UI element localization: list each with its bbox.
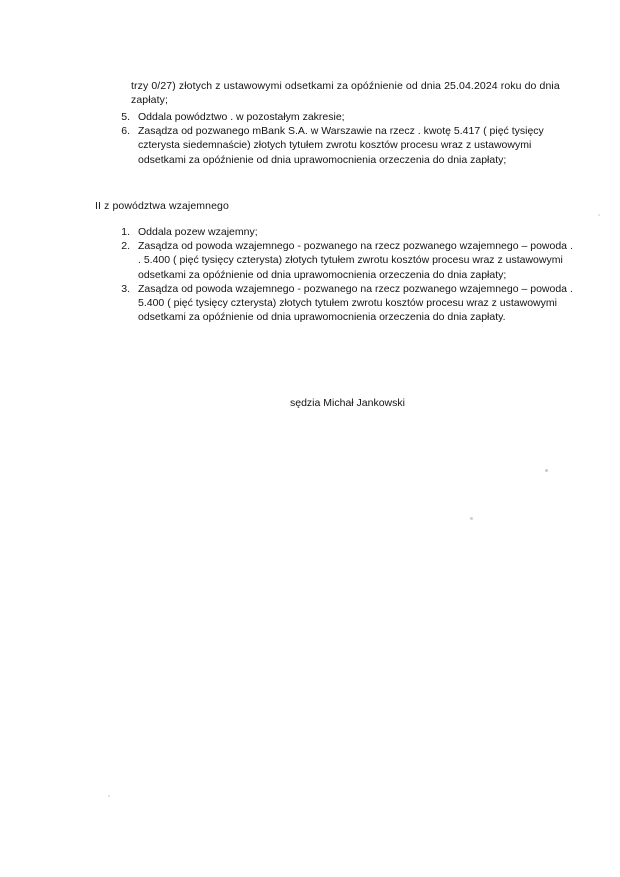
list-item-number: 3. xyxy=(121,282,130,295)
ruling-list-part-two xyxy=(110,225,580,324)
list-item-text: Oddala pozew wzajemny; xyxy=(138,226,258,238)
scan-speck xyxy=(108,795,110,797)
list-item-text: Zasądza od pozwanego mBank S.A. w Warszawie na rzecz . kwotę 5.417 ( pięć tysięcy czterysta siedemnaście) złotych tytułem zwrotu kosztów procesu wraz z ustawowymi odsetkami za opóźnienie od dnia uprawomocnienia orzeczenia do dnia zapłaty; xyxy=(138,125,544,166)
list-item-text: Zasądza od powoda wzajemnego - pozwanego na rzecz pozwanego wzajemnego – powoda . 5.400 ( pięć tysięcy czterysta) złotych tytułem zwrotu kosztów procesu wraz z ustawowymi odsetkami za opóźnienie od dnia uprawomocnienia orzeczenia do dnia zapłaty. xyxy=(138,282,573,324)
list-item-number: 6. xyxy=(121,125,130,138)
section-heading: II z powództwa wzajemnego xyxy=(95,200,229,212)
list-item xyxy=(110,124,570,167)
judge-signature: sędzia Michał Jankowski xyxy=(290,397,405,409)
list-item xyxy=(110,239,580,282)
list-item-number: 2. xyxy=(121,240,130,253)
scan-speck xyxy=(545,469,548,472)
list-item-text: Zasądza od powoda wzajemnego - pozwanego na rzecz pozwanego wzajemnego – powoda . . 5.400 ( pięć tysięcy czterysta) złotych tytułem zwrotu kosztów procesu wraz z ustawowymi odsetkami za opóźnienie od dnia uprawomocnienia orzeczenia do dnia zapłaty; xyxy=(138,240,573,281)
continued-paragraph: trzy 0/27) złotych z ustawowymi odsetkami za opóźnienie od dnia 25.04.2024 roku do dnia zapłaty; xyxy=(131,80,560,107)
list-item-text: Oddala powództwo . w pozostałym zakresie; xyxy=(138,111,345,123)
ruling-list-part-one xyxy=(110,110,570,167)
list-item-number: 5. xyxy=(121,111,130,123)
list-item xyxy=(110,110,570,124)
list-item xyxy=(110,282,580,325)
scan-speck xyxy=(470,517,473,520)
list-item xyxy=(110,225,580,239)
scan-speck xyxy=(598,214,600,216)
list-item-number: 1. xyxy=(121,226,130,238)
